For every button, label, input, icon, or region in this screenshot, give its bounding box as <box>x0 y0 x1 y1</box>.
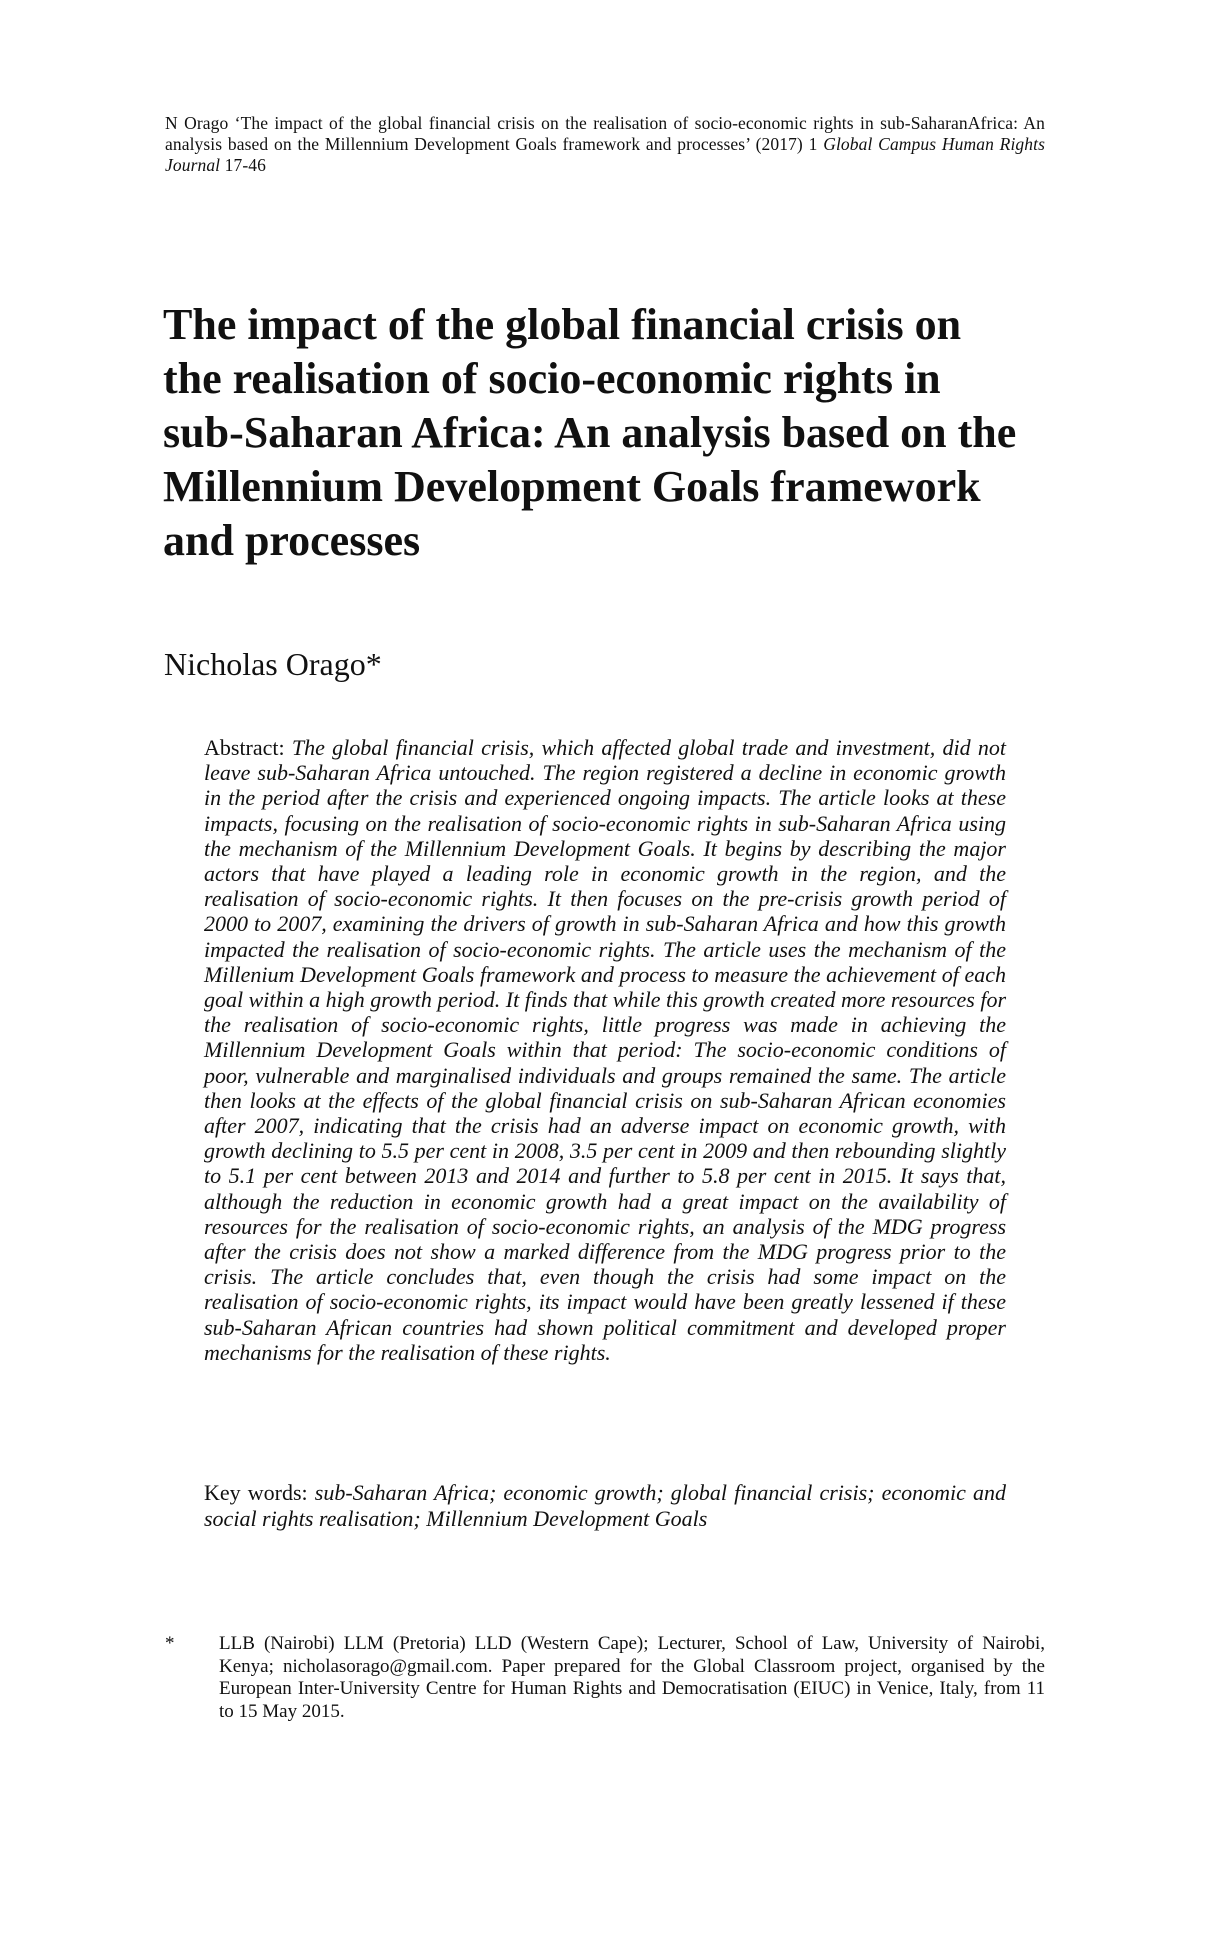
citation-header <box>165 113 1045 176</box>
footnote-text: LLB (Nairobi) LLM (Pretoria) LLD (Western Cape); Lecturer, School of Law, University of Nairobi, Kenya; nicholasorago@gmail.com. Paper prepared for the Global Classroom project, organised by the European Inter-University Centre for Human Rights and Democratisation (EIUC) in Venice, Italy, from 11 to 15 May 2015. <box>219 1633 1045 1722</box>
title-line: the realisation of socio-economic rights in <box>163 354 941 403</box>
footnote <box>165 1633 1045 1723</box>
article-title <box>163 298 1063 568</box>
author-name: Nicholas Orago* <box>164 646 382 682</box>
abstract-text: The global financial crisis, which affected global trade and investment, did not leave sub-Saharan Africa untouched. The region registered a decline in economic growth in the period after the crisis and experienced ongoing impacts. The article looks at these impacts, focusing on the realisation of socio-economic rights in sub-Saharan Africa using the mechanism of the Millennium Development Goals. It begins by describing the major actors that have played a leading role in economic growth in the region, and the realisation of socio-economic rights. It then focuses on the pre-crisis growth period of 2000 to 2007, examining the drivers of growth in sub-Saharan Africa and how this growth impacted the realisation of socio-economic rights. The article uses the mechanism of the Millenium Development Goals framework and process to measure the achievement of each goal within a high growth period. It finds that while this growth created more resources for the realisation of socio-economic rights, little progress was made in achieving the Millennium Development Goals within that period: The socio-economic conditions of poor, vulnerable and marginalised individuals and groups remained the same. The article then looks at the effects of the global financial crisis on sub-Saharan African economies after 2007, indicating that the crisis had an adverse impact on economic growth, with growth declining to 5.5 per cent in 2008, 3.5 per cent in 2009 and then rebounding slightly to 5.1 per cent between 2013 and 2014 and further to 5.8 per cent in 2015. It says that, although the reduction in economic growth had a great impact on the availability of resources for the realisation of socio-economic rights, an analysis of the MDG progress after the crisis does not show a marked difference from the MDG progress prior to the crisis. The article concludes that, even though the crisis had some impact on the realisation of socio-economic rights, its impact would have been greatly lessened if these sub-Saharan African countries had shown political commitment and developed proper mechanisms for the realisation of these rights. <box>204 735 1006 1365</box>
footnote-marker: * <box>165 1633 175 1654</box>
citation-text: N Orago ‘The impact of the global financial crisis on the realisation of socio-economic rights in sub-SaharanAfrica: An analysis based on the Millennium Development Goals framework and processes’ (2017) 1 <box>165 113 1045 154</box>
citation-journal: Global Campus Human Rights Journal <box>165 134 1045 175</box>
abstract <box>204 735 1006 1365</box>
keywords <box>204 1480 1006 1531</box>
abstract-label: Abstract: <box>204 735 292 760</box>
keywords-label: Key words: <box>204 1480 315 1505</box>
keywords-text: sub-Saharan Africa; economic growth; global financial crisis; economic and social rights realisation; Millennium Development Goals <box>204 1480 1006 1531</box>
citation-pages: 17-46 <box>220 155 266 175</box>
title-line: sub-Saharan Africa: An analysis based on the <box>163 408 1017 457</box>
title-line: and processes <box>163 516 421 565</box>
title-line: Millennium Development Goals framework <box>163 462 981 511</box>
title-line: The impact of the global financial crisis on <box>163 300 962 349</box>
